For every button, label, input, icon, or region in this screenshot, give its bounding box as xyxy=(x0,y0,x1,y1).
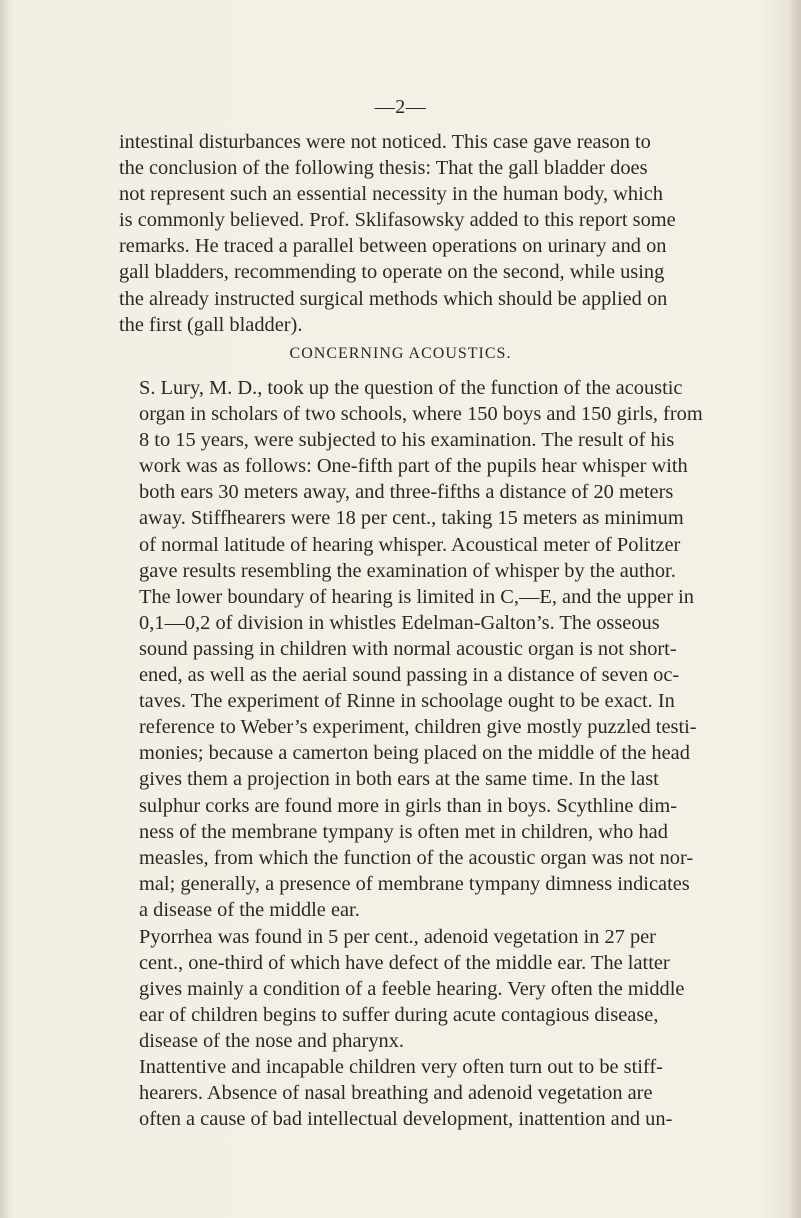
body-line: ened, as well as the aerial sound passing in a distance of seven oc- xyxy=(139,664,680,687)
body-line: both ears 30 meters away, and three-fifths a distance of 20 meters xyxy=(139,481,674,504)
body-line: of normal latitude of hearing whisper. Acoustical meter of Politzer xyxy=(139,533,681,556)
section-heading: CONCERNING ACOUSTICS. xyxy=(289,345,512,362)
page-number: —2— xyxy=(374,96,427,118)
intro-paragraph xyxy=(119,129,750,338)
intro-line: remarks. He traced a parallel between operations on urinary and on xyxy=(119,235,667,258)
intro-line: intestinal disturbances were not noticed. This case gave reason to xyxy=(119,131,651,153)
body-line: gives mainly a condition of a feeble hearing. Very often the middle xyxy=(139,978,685,1001)
body-line: cent., one-third of which have defect of the middle ear. The latter xyxy=(139,952,670,975)
right-page-edge xyxy=(789,0,801,1218)
body-line: reference to Weber’s experiment, children give mostly puzzled testi- xyxy=(139,716,697,739)
body-line: organ in scholars of two schools, where 150 boys and 150 girls, from xyxy=(139,403,703,426)
body-line: mal; generally, a presence of membrane tympany dimness indicates xyxy=(139,872,690,895)
body-line: The lower boundary of hearing is limited in C,—E, and the upper in xyxy=(139,585,694,608)
body-line: ness of the membrane tympany is often met in children, who had xyxy=(139,820,668,843)
inattentive-children-paragraph xyxy=(119,1054,750,1132)
intro-line: gall bladders, recommending to operate on the second, while using xyxy=(119,261,665,284)
body-line: S. Lury, M. D., took up the question of the function of the acoustic xyxy=(139,377,683,399)
body-line: 0,1—0,2 of division in whistles Edelman-Galton’s. The osseous xyxy=(139,611,660,634)
intro-line: the first (gall bladder). xyxy=(119,313,303,336)
acoustics-paragraph xyxy=(119,375,750,923)
pyorrhea-paragraph xyxy=(119,924,750,1054)
intro-line: the already instructed surgical methods which should be applied on xyxy=(119,287,668,310)
body-line: taves. The experiment of Rinne in schoolage ought to be exact. In xyxy=(139,690,675,713)
body-line: Inattentive and incapable children very often turn out to be stiff- xyxy=(139,1056,663,1078)
body-line: away. Stiffhearers were 18 per cent., taking 15 meters as minimum xyxy=(139,507,684,530)
body-line: ear of children begins to suffer during acute contagious disease, xyxy=(139,1004,659,1027)
body-line: measles, from which the function of the acoustic organ was not nor- xyxy=(139,846,694,869)
body-line: hearers. Absence of nasal breathing and adenoid vegetation are xyxy=(139,1082,653,1105)
body-line: monies; because a camerton being placed on the middle of the head xyxy=(139,742,690,765)
body-line: sulphur corks are found more in girls than in boys. Scythline dim- xyxy=(139,794,678,817)
body-line: a disease of the middle ear. xyxy=(139,898,360,921)
body-line: 8 to 15 years, were subjected to his examination. The result of his xyxy=(139,429,675,452)
body-line: work was as follows: One-fifth part of the pupils hear whisper with xyxy=(139,455,688,478)
body-line: disease of the nose and pharynx. xyxy=(139,1030,404,1053)
body-line: sound passing in children with normal acoustic organ is not short- xyxy=(139,637,677,660)
body-line: gives them a projection in both ears at the same time. In the last xyxy=(139,768,659,791)
body-line: Pyorrhea was found in 5 per cent., adenoid vegetation in 27 per xyxy=(139,926,656,948)
intro-line: not represent such an essential necessity in the human body, which xyxy=(119,183,663,206)
intro-line: is commonly believed. Prof. Sklifasowsky added to this report some xyxy=(119,209,676,232)
intro-line: the conclusion of the following thesis: That the gall bladder does xyxy=(119,157,648,180)
body-line: often a cause of bad intellectual development, inattention and un- xyxy=(139,1108,673,1131)
left-page-edge xyxy=(0,0,10,1218)
body-line: gave results resembling the examination of whisper by the author. xyxy=(139,559,676,582)
